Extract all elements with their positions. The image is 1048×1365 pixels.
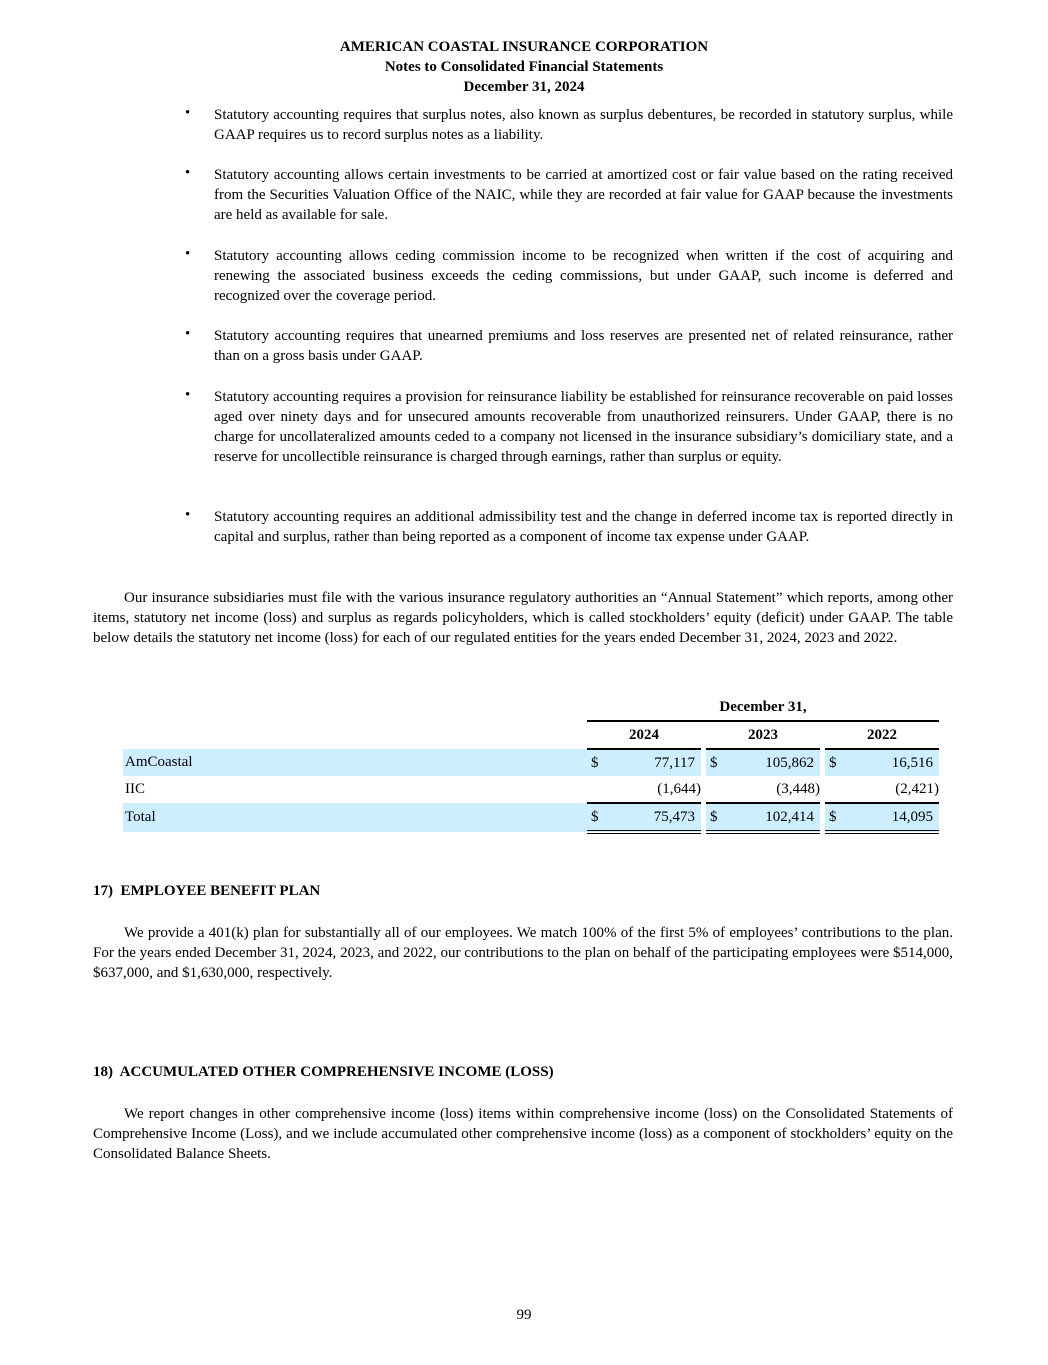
bullet-item	[185, 246, 953, 306]
bullet-text: Statutory accounting requires an additional admissibility test and the change in deferred income tax is reported directly in capital and surplus, rather than being reported as a component of income tax expense under GAAP.	[214, 509, 953, 545]
bullet-item	[185, 105, 953, 145]
value: 77,117	[611, 749, 701, 776]
bullet-item	[185, 326, 953, 366]
page-number: 99	[516, 1307, 532, 1323]
currency: $	[706, 749, 730, 776]
table-row-total	[123, 803, 939, 832]
bullet-icon: •	[185, 165, 191, 181]
currency: $	[587, 749, 611, 776]
intro-paragraph: Our insurance subsidiaries must file with the various insurance regulatory authorities an “Annual Statement” which reports, among other items, statutory net income (loss) and surplus as regards policyholders, which is called stockholders’ equity (deficit) under GAAP. The table below details the statutory net income (loss) for each of our regulated entities for the years ended December 31, 2024, 2023 and 2022.	[93, 590, 953, 646]
bullet-text: Statutory accounting allows ceding commission income to be recognized when written if the cost of acquiring and renewing the associated business exceeds the ceding commissions, but under GAAP, such income is deferred and recognized over the coverage period.	[214, 248, 953, 304]
section-17-title: 17) EMPLOYEE BENEFIT PLAN	[93, 883, 321, 899]
statutory-income-table	[123, 694, 939, 834]
company-name: AMERICAN COASTAL INSURANCE CORPORATION	[339, 39, 709, 55]
table-row	[123, 776, 939, 803]
currency: $	[825, 749, 849, 776]
currency	[706, 776, 730, 803]
group-header: December 31,	[587, 694, 939, 721]
currency: $	[587, 803, 611, 832]
bullet-text: Statutory accounting requires that surplus notes, also known as surplus debentures, be recorded in statutory surplus, while GAAP requires us to record surplus notes as a liability.	[214, 107, 953, 143]
section-17-body: We provide a 401(k) plan for substantially all of our employees. We match 100% of the first 5% of employees’ contributions to the plan. For the years ended December 31, 2024, 2023, and 2022, our contributions to the plan on behalf of the participating employees were $514,000, $637,000, and $1,630,000, respectively.	[93, 925, 953, 981]
bullet-text: Statutory accounting allows certain investments to be carried at amortized cost or fair value based on the rating received from the Securities Valuation Office of the NAIC, while they are recorded at fair value for GAAP because the investments are held as available for sale.	[214, 167, 953, 223]
bullet-icon: •	[185, 246, 191, 262]
report-date: December 31, 2024	[463, 79, 585, 95]
value: (3,448)	[730, 776, 820, 803]
bullet-text: Statutory accounting requires that unearned premiums and loss reserves are presented net of related reinsurance, rather than on a gross basis under GAAP.	[214, 328, 953, 364]
bullet-item	[185, 165, 953, 225]
currency: $	[825, 803, 849, 832]
row-label: Total	[123, 803, 587, 832]
year-header: 2023	[706, 721, 820, 749]
bullet-item	[185, 507, 953, 547]
currency: $	[706, 803, 730, 832]
value: 14,095	[849, 803, 939, 832]
value: (1,644)	[611, 776, 701, 803]
currency	[825, 776, 849, 803]
year-header: 2024	[587, 721, 701, 749]
bullet-text: Statutory accounting requires a provision for reinsurance liability be established for reinsurance recoverable on paid losses aged over ninety days and for unsecured amounts recoverable from unauthorized reinsurers. Under GAAP, there is no charge for uncollateralized amounts ceded to a company not licensed in the insurance subsidiary’s domiciliary state, and a reserve for uncollectible reinsurance is charged through earnings, rather than surplus or equity.	[214, 389, 953, 465]
currency	[587, 776, 611, 803]
bullet-icon: •	[185, 387, 191, 403]
report-subtitle: Notes to Consolidated Financial Statements	[384, 59, 664, 75]
value: (2,421)	[849, 776, 939, 803]
value: 75,473	[611, 803, 701, 832]
value: 102,414	[730, 803, 820, 832]
bullet-icon: •	[185, 326, 191, 342]
bullet-icon: •	[185, 507, 191, 523]
section-18-body: We report changes in other comprehensive income (loss) items within comprehensive income (loss) on the Consolidated Statements of Comprehensive Income (Loss), and we include accumulated other comprehensive income (loss) as a component of stockholders’ equity on the Consolidated Balance Sheets.	[93, 1106, 953, 1162]
value: 105,862	[730, 749, 820, 776]
value: 16,516	[849, 749, 939, 776]
bullet-item	[185, 387, 953, 467]
table-row	[123, 749, 939, 776]
bullet-icon: •	[185, 105, 191, 121]
section-18-title: 18) ACCUMULATED OTHER COMPREHENSIVE INCOME (LOSS)	[93, 1064, 554, 1080]
year-header: 2022	[825, 721, 939, 749]
row-label: AmCoastal	[123, 749, 587, 776]
row-label: IIC	[125, 781, 145, 797]
